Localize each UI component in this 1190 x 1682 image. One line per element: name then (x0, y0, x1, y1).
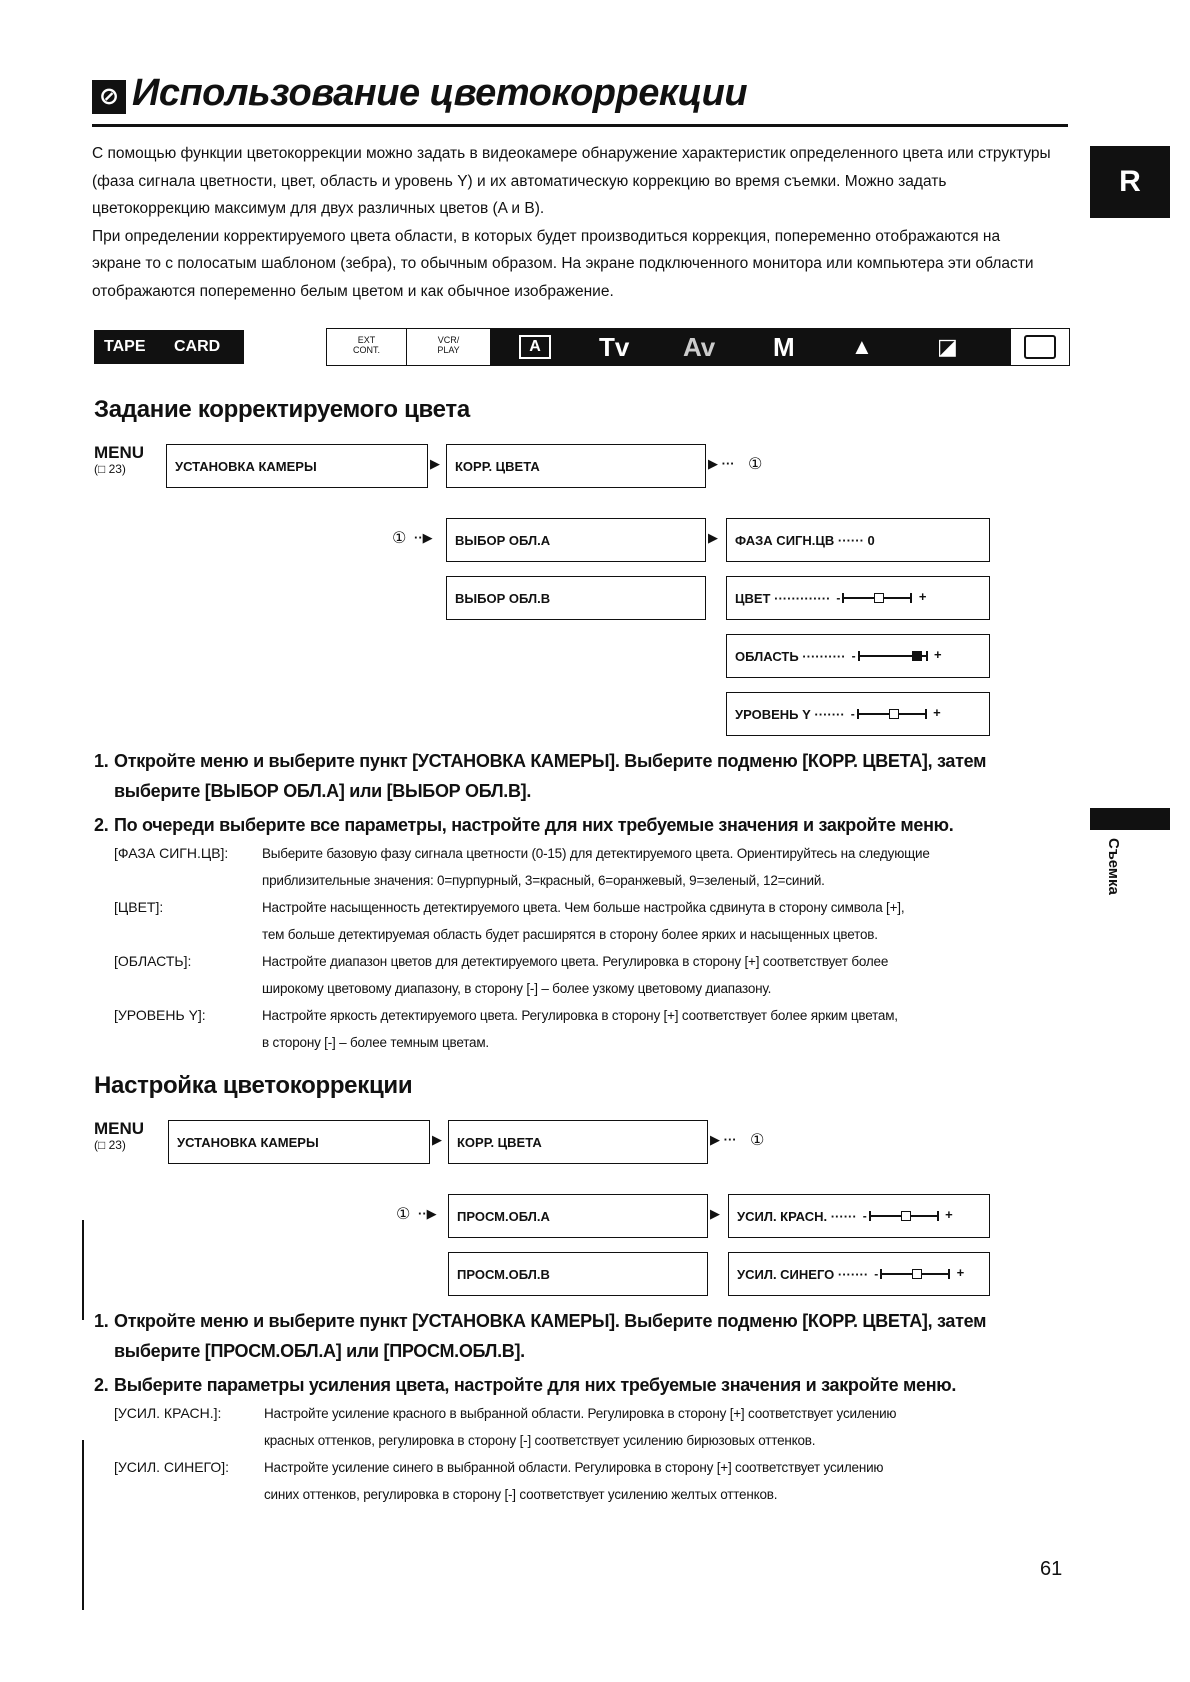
mode-ext-cont: EXT CONT. (327, 329, 407, 365)
step-circle-1: ① (750, 1132, 765, 1149)
section2-step-2: 2. Выберите параметры усиления цвета, настройте для них требуемые значения и закройте меню. (94, 1375, 957, 1395)
tape-label: TAPE (104, 338, 146, 355)
mode-m: M (773, 332, 795, 362)
param-blue-gain[interactable]: УСИЛ. СИНЕГО ······· - + (728, 1252, 990, 1296)
param-chroma-phase[interactable]: ФАЗА СИГН.ЦВ ······ 0 (726, 518, 990, 562)
section1-heading: Задание корректируемого цвета (94, 396, 470, 423)
param-color[interactable]: ЦВЕТ ············· - + (726, 576, 990, 620)
mode-easy (1011, 329, 1069, 365)
section2-menu-label: MENU (□ 23) (94, 1119, 145, 1152)
section2-step-1: 1. Откройте меню и выберите пункт [УСТАНОВКА КАМЕРЫ]. Выберите подменю [КОРР. ЦВЕТА], затем выберите [ПРОСМ.ОБЛ.A] или [ПРОСМ.ОБЛ.B]. (94, 1311, 987, 1361)
menu-camera-setup-2[interactable]: УСТАНОВКА КАМЕРЫ (168, 1120, 430, 1164)
mode-tv: Tv (599, 332, 630, 362)
section1-menu-label: MENU (□ 23) (94, 443, 145, 476)
arrow-icon: ▶ ··· (708, 456, 735, 471)
mode-dial-active (491, 329, 1011, 365)
section1-step-1: 1. Откройте меню и выберите пункт [УСТАНОВКА КАМЕРЫ]. Выберите подменю [КОРР. ЦВЕТА], затем выберите [ВЫБОР ОБЛ.A] или [ВЫБОР ОБЛ.B]. (94, 751, 987, 801)
intro-paragraph-1: С помощью функции цветокоррекции можно задать в видеокамере обнаружение характеристик определенного цвета или структуры (фаза сигнала цветности, цвет, область и уровень Y) и их автоматическую коррекцию во время съемки. Можно задать цветокоррекцию максимум для двух различных цветов (A и B). (92, 145, 1051, 217)
page-number: 61 (1040, 1558, 1063, 1580)
section-tab-r: R (1090, 146, 1170, 218)
color-slider[interactable]: - + (836, 589, 927, 605)
margin-line (82, 1440, 84, 1610)
menu-view-area-a[interactable]: ПРОСМ.ОБЛ.A (448, 1194, 708, 1238)
section1-step-2: 2. По очереди выберите все параметры, настройте для них требуемые значения и закройте меню. (94, 815, 954, 835)
tape-card-badge (94, 330, 244, 364)
menu-color-correction[interactable]: КОРР. ЦВЕТА (446, 444, 706, 488)
mode-night-icon: ◪ (937, 334, 958, 359)
menu-view-area-b[interactable]: ПРОСМ.ОБЛ.B (448, 1252, 708, 1296)
step-circle-1: ① (748, 456, 763, 473)
y-level-slider[interactable]: - + (850, 705, 941, 721)
easy-mode-icon (1024, 335, 1056, 359)
section-tab-bar (1090, 808, 1170, 830)
mode-auto: A (519, 335, 551, 359)
mode-av: Av (683, 332, 716, 362)
mode-vcr-play: VCR/ PLAY (407, 329, 491, 365)
arrow-icon: ▶ (710, 1206, 720, 1221)
mode-scene-icon: ▲ (851, 334, 873, 359)
color-correction-icon: ⊘ (92, 80, 126, 114)
param-red-gain[interactable]: УСИЛ. КРАСН. ······ - + (728, 1194, 990, 1238)
param-y-level[interactable]: УРОВЕНЬ Y ······· - + (726, 692, 990, 736)
intro-paragraph-2: При определении корректируемого цвета области, в которых будет производиться коррекция, попеременно отображаются на экране то с полосатым шаблоном (зебра), то обычным образом. На экране подключенного монитора или компьютера эти области отображаются попеременно белым цветом и как обычное изображение. (92, 227, 1034, 300)
section2-heading: Настройка цветокоррекции (94, 1072, 413, 1099)
arrow-icon: ▶ (432, 1132, 442, 1147)
area-slider[interactable]: - + (851, 647, 942, 663)
arrow-icon: ▶ (430, 456, 440, 471)
arrow-icon: ▶ (708, 530, 718, 545)
param-area[interactable]: ОБЛАСТЬ ·········· - + (726, 634, 990, 678)
menu-color-correction-2[interactable]: КОРР. ЦВЕТА (448, 1120, 708, 1164)
arrow-icon: ▶ ··· (710, 1132, 737, 1147)
mode-strip (326, 328, 1070, 366)
intro-text (92, 140, 1052, 305)
arrow-icon: ··▶ (418, 1206, 437, 1221)
margin-line (82, 1220, 84, 1320)
arrow-icon: ··▶ (414, 530, 433, 545)
step-circle-1: ① (392, 530, 407, 547)
red-gain-slider[interactable]: - + (862, 1207, 953, 1223)
blue-gain-slider[interactable]: - + (874, 1265, 965, 1281)
menu-select-area-a[interactable]: ВЫБОР ОБЛ.A (446, 518, 706, 562)
section-tab-label: Съемка (1105, 838, 1122, 895)
menu-select-area-b[interactable]: ВЫБОР ОБЛ.B (446, 576, 706, 620)
card-label: CARD (174, 338, 221, 355)
page-title (92, 72, 1068, 127)
menu-camera-setup[interactable]: УСТАНОВКА КАМЕРЫ (166, 444, 428, 488)
step-circle-1: ① (396, 1206, 411, 1223)
page-title-text: Использование цветокоррекции (132, 72, 748, 114)
